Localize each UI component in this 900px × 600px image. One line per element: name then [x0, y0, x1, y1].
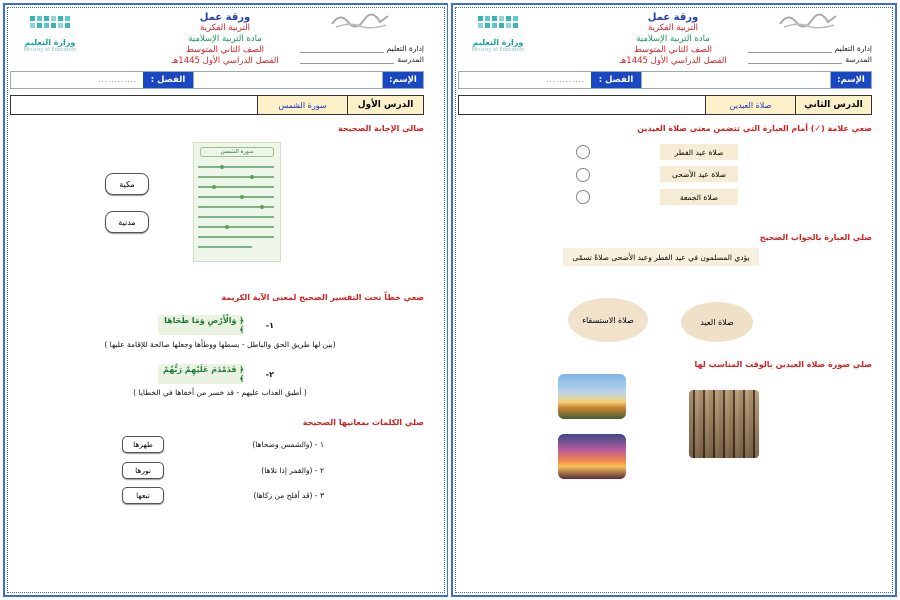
question-2-title: صلي العبارة بالجواب الصحيح [759, 233, 872, 242]
moe-name-en: Ministry of Education [23, 47, 77, 53]
name-label: الإسم: [831, 72, 871, 88]
quran-text-icon [192, 161, 280, 261]
choice-adha: صلاة عيد الأضحى [660, 166, 738, 182]
subject: مادة التربية الإسلامية [636, 34, 710, 44]
surah-title: سورة الشمس [200, 147, 274, 157]
lesson-label: الدرس الثاني [795, 96, 871, 114]
answer-3-button[interactable]: تبعها [122, 487, 164, 504]
radio-jumua[interactable] [576, 190, 590, 204]
question-1-title: ضعي علامة (✓) أمام العبارة التي تتضمن معنى صلاة العيدين [637, 124, 872, 133]
name-input[interactable] [641, 72, 831, 88]
choice-fitr: صلاة عيد الفطر [660, 144, 738, 160]
kingdom-crest [300, 10, 420, 44]
moe-name-en: Ministry of Education [471, 47, 525, 53]
class-label: الفصل : [143, 72, 193, 88]
school-label: المدرسة [397, 55, 424, 64]
match-item-2: ٢ - (والقمر إذا تلاها) [261, 466, 324, 475]
name-label: الإسم: [383, 72, 423, 88]
subject: مادة التربية الإسلامية [188, 34, 262, 44]
lesson-name: صلاة العيدين [705, 96, 795, 114]
term: الفصل الدراسي الأول 1445هـ [171, 56, 279, 66]
grade: الصف الثاني المتوسط [185, 45, 265, 55]
verse-1: ﴿ وَالْأَرْضِ وَمَا طَحَاهَا ﴾ [158, 315, 244, 335]
option-makki-button[interactable]: مكية [105, 173, 149, 195]
verse-2-options[interactable]: ( أطبق العذاب عليهم - قد خسر من أخفاها في الخطايا ) [133, 388, 307, 397]
class-input[interactable]: ............ [98, 76, 137, 84]
edu-admin-label: إدارة التعليم [386, 44, 424, 53]
answer-1-button[interactable]: طهرها [122, 436, 164, 453]
question-3-title: صلي صورة صلاة العيدين بالوقت المناسب لها [694, 360, 872, 369]
moe-name: وزارة التعليم [24, 38, 76, 47]
lesson-bar [458, 95, 872, 115]
edu-admin-field [300, 44, 424, 53]
class-label: الفصل : [591, 72, 641, 88]
surah-image [193, 142, 281, 262]
subject-group: التربية الفكرية [648, 23, 698, 33]
verse-2: ﴿ فَدَمْدَمَ عَلَيْهِمْ رَبُّهُمْ ﴾ [158, 364, 244, 384]
crest-calligraphy-icon [778, 10, 838, 30]
verse-1-options[interactable]: (بين لها طريق الحق والباطل - بسطها ووطأها وجعلها صالحة للإقامة عليها ) [104, 340, 336, 349]
school-label: المدرسة [845, 55, 872, 64]
school-field [300, 55, 424, 64]
worksheet-title-block [598, 12, 748, 67]
kingdom-crest [748, 10, 868, 44]
grade: الصف الثاني المتوسط [633, 45, 713, 55]
lesson-bar [10, 95, 424, 115]
edu-admin-field [748, 44, 872, 53]
sunset-photo[interactable] [558, 434, 626, 479]
match-item-3: ٣ - (قد أفلح من زكاها) [253, 491, 324, 500]
crest-calligraphy-icon [330, 10, 390, 30]
option-eid-prayer[interactable]: صلاة العيد [681, 302, 753, 342]
lesson-name: سورة الشمس [257, 96, 347, 114]
question-2-title: ضعي خطاً تحت التفسير الصحيح لمعنى الآية الكريمة [221, 293, 424, 302]
option-istisqa[interactable]: صلاة الاستسقاء [568, 298, 648, 342]
match-item-1: ١ - (والشمس وضحاها) [252, 440, 324, 449]
name-input[interactable] [193, 72, 383, 88]
answer-2-button[interactable]: نورها [122, 462, 164, 479]
worksheet-title-block [150, 12, 300, 67]
moe-book-icon [472, 14, 524, 34]
worksheet-page-right [448, 0, 900, 600]
question-3-title: صلي الكلمات بمعانيها الصحيحة [302, 418, 424, 427]
lesson-label: الدرس الأول [347, 96, 423, 114]
student-info-bar [458, 71, 872, 89]
worksheet-title: ورقة عمل [647, 12, 699, 23]
radio-fitr[interactable] [576, 145, 590, 159]
worksheet-title: ورقة عمل [199, 12, 251, 23]
subject-group: التربية الفكرية [200, 23, 250, 33]
verse-1-number: ١- [265, 321, 274, 330]
option-madani-button[interactable]: مدنية [105, 211, 149, 233]
moe-logo [10, 14, 90, 53]
radio-adha[interactable] [576, 168, 590, 182]
student-info-bar [10, 71, 424, 89]
statement-text: يؤدي المسلمون في عيد الفطر وعيد الأضحى صلاةً تسمّى [563, 248, 759, 266]
term: الفصل الدراسي الأول 1445هـ [619, 56, 727, 66]
sunrise-photo[interactable] [558, 374, 626, 419]
eid-prayer-photo[interactable] [689, 390, 759, 458]
moe-logo [458, 14, 538, 53]
moe-name: وزارة التعليم [472, 38, 524, 47]
verse-2-number: ٢- [265, 370, 274, 379]
edu-admin-label: إدارة التعليم [834, 44, 872, 53]
school-field [748, 55, 872, 64]
question-1-title: ضالي الإجابة الصحيحة [337, 124, 424, 133]
class-input[interactable]: ............ [546, 76, 585, 84]
moe-book-icon [24, 14, 76, 34]
choice-jumua: صلاة الجمعة [660, 189, 738, 205]
